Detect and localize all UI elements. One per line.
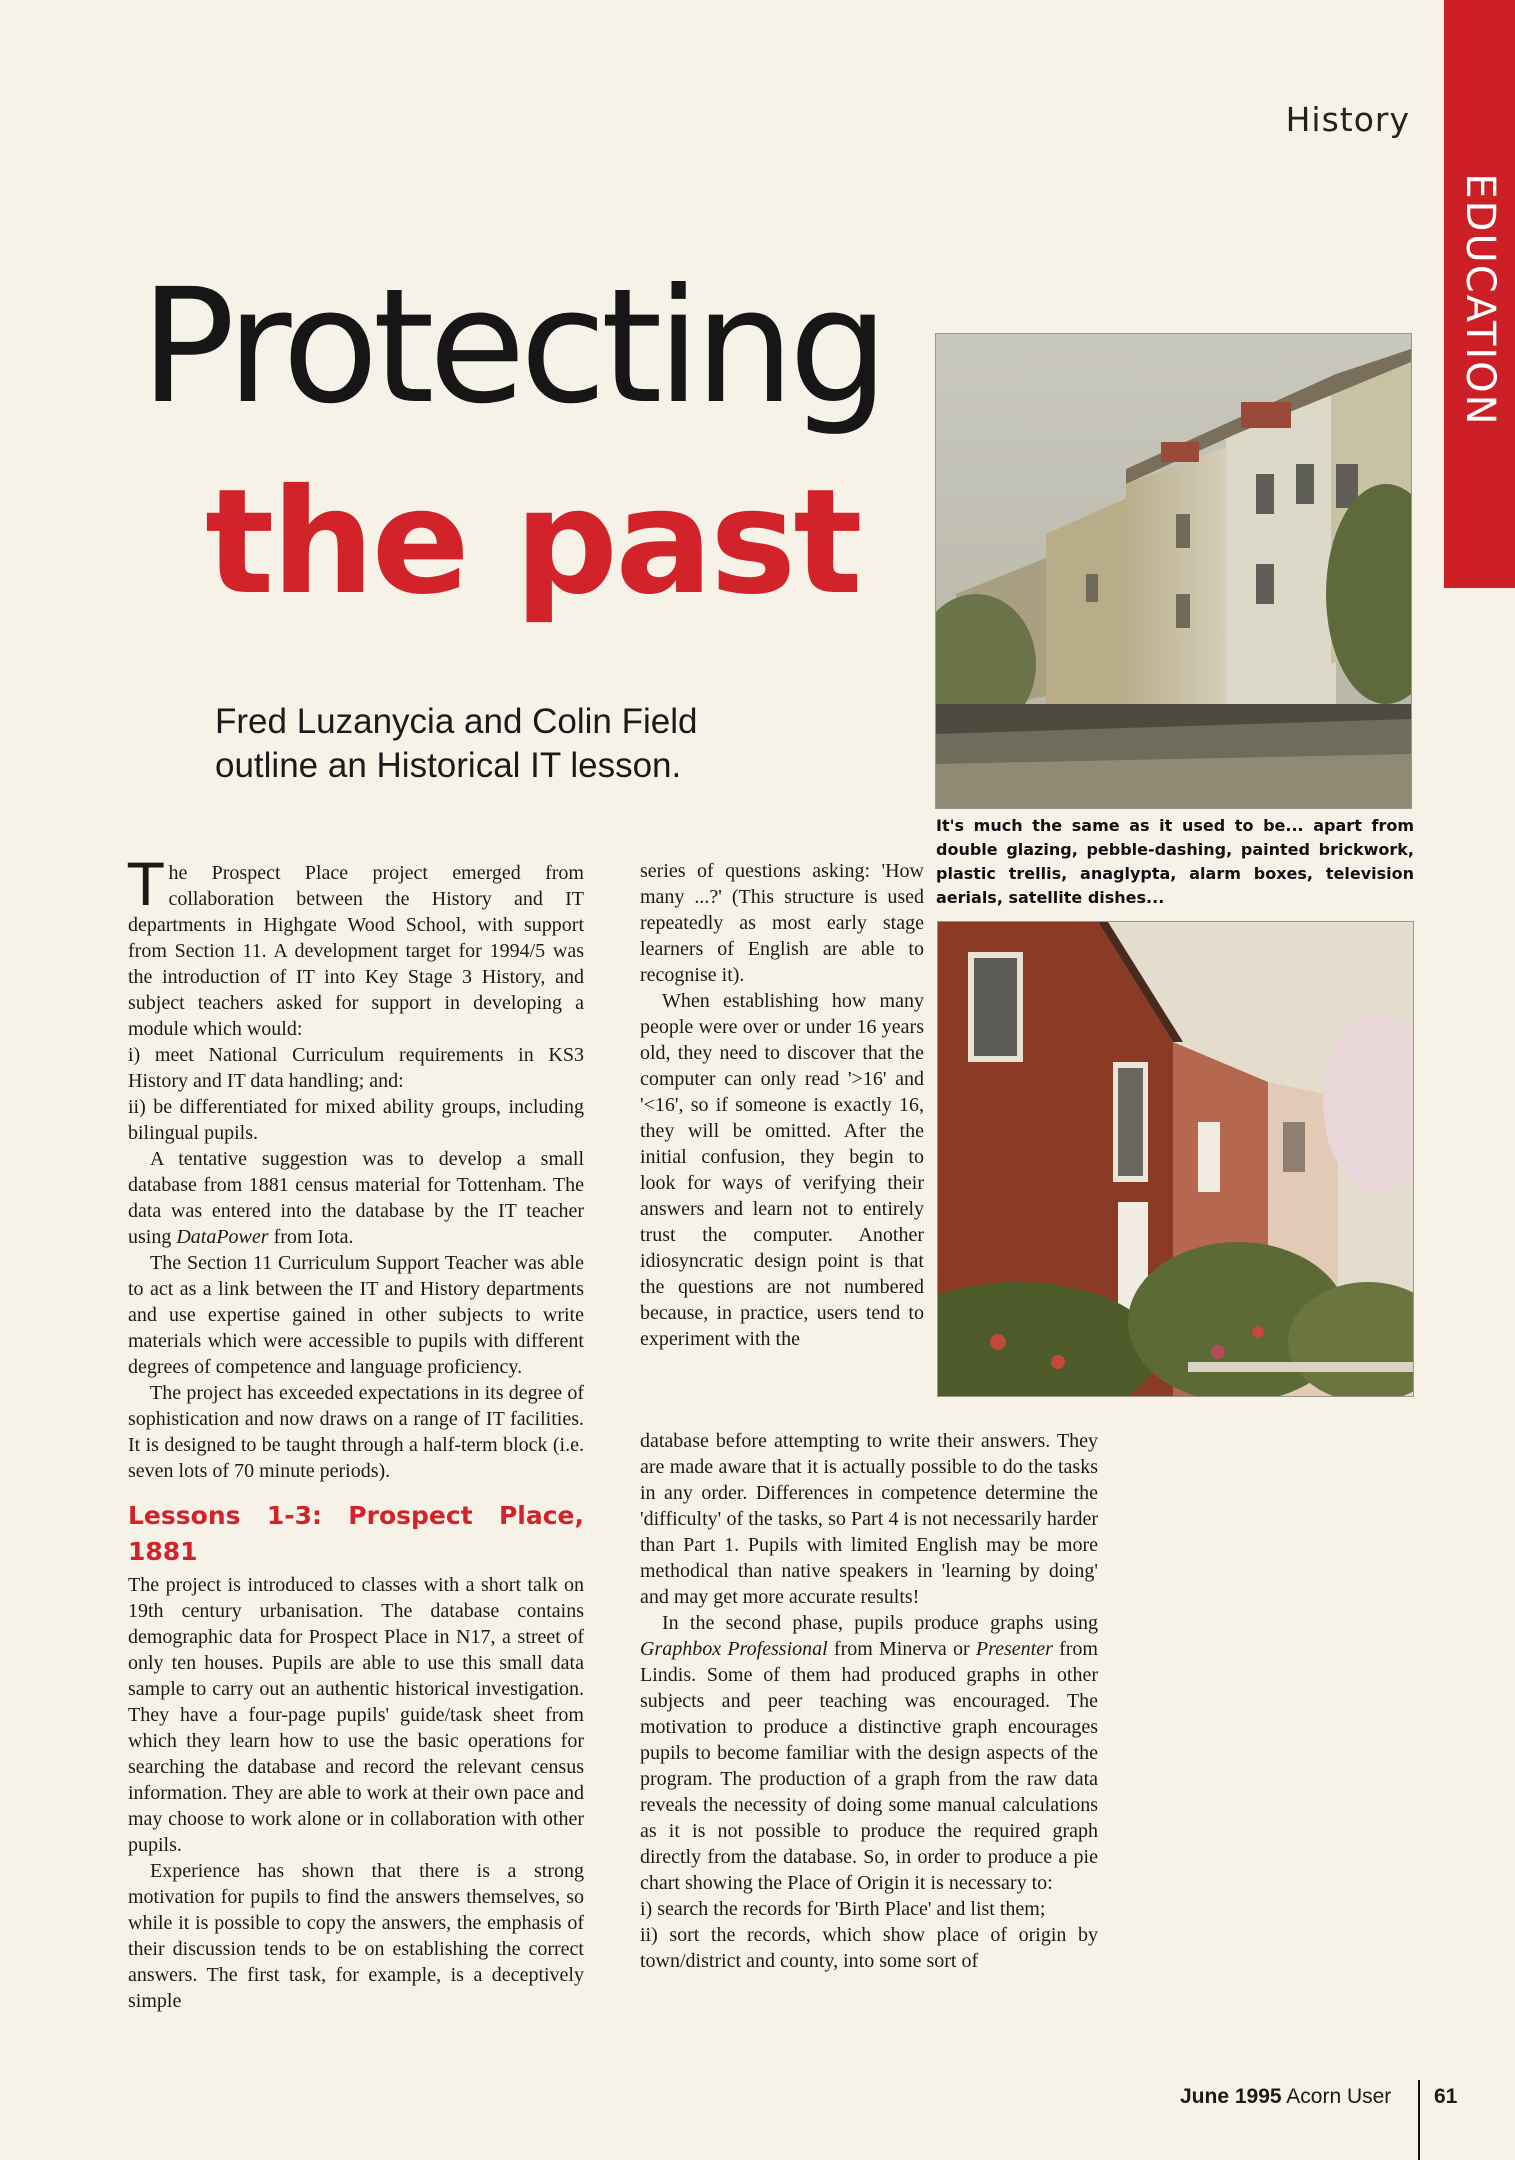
paragraph: The project has exceeded expectations in its degree of sophistication and now draws on a range of IT facilities. It is designed to be taught through a half-term block (i.e. seven lots of 70 minute periods). [128, 1382, 584, 1482]
paragraph: When establishing how many people were over or under 16 years old, they need to discover that the computer can only read '>16' and '<16', so if someone is exactly 16, they will be omitted. After the initial confusion, they begin to look for ways of verifying their answers and learn not to entirely trust the computer. Another idiosyncratic design point is that the questions are not numbered because, in practice, users tend to experiment with the [640, 990, 924, 1350]
photo-caption: It's much the same as it used to be... apart from double glazing, pebble-dashing, painted brickwork, plastic trellis, anaglypta, alarm boxes, television aerials, satellite dishes... [936, 816, 1414, 907]
paragraph: In the second phase, pupils produce graphs using Graphbox Professional from Minerva or Presenter from Lindis. Some of them had produced graphs in other subjects and peer teaching was encouraged. The motivation to produce a distinctive graph encourages pupils to become familiar with the design aspects of the program. The production of a graph from the raw data reveals the necessity of doing some manual calculations as it is not possible to produce the required graph directly from the database. So, in order to produce a pie chart showing the Place of Origin it is necessary to: [640, 1612, 1098, 1894]
page-number: 61 [1434, 2085, 1458, 2108]
terrace-houses-photo [935, 333, 1412, 809]
paragraph: A tentative suggestion was to develop a small database from 1881 census material for Tottenham. The data was entered into the database by the IT teacher using DataPower from Iota. [128, 1148, 584, 1248]
article-column-2-narrow [640, 858, 924, 1352]
article-column-2-wide [640, 1428, 1098, 1974]
education-side-tab [1444, 0, 1515, 588]
section-label: History [1285, 100, 1410, 139]
list-item: i) search the records for 'Birth Place' and list them; [640, 1898, 1046, 1920]
paragraph: database before attempting to write their answers. They are made aware that it is actually possible to do the tasks in any order. Differences in competence determine the 'difficulty' of the tasks, so Part 4 is not necessarily harder than Part 1. Pupils with limited English may be more methodical than native speakers in 'learning by doing' and may get more accurate results! [640, 1430, 1098, 1608]
drop-cap: T [128, 851, 164, 919]
title-line-1: Protecting [140, 255, 883, 439]
magazine-name: Acorn User [1286, 2085, 1392, 2108]
footer-divider [1418, 2080, 1420, 2160]
paragraph: The project is introduced to classes with a short talk on 19th century urbanisation. The database contains demographic data for Prospect Place in N17, a street of only ten houses. Pupils are able to use this small data sample to carry out an authentic historical investigation. They have a four-page pupils' guide/task sheet from which they learn how to use the basic operations for searching the database and record the relevant census information. They are able to work at their own pace and may choose to work alone or in collaboration with other pupils. [128, 1574, 584, 1856]
byline: Fred Luzanycia and Colin Field outline an Historical IT lesson. [215, 702, 698, 785]
subheading-lessons: Lessons 1-3: Prospect Place, 1881 [128, 1501, 584, 1566]
issue-date: June 1995 [1180, 2085, 1282, 2108]
paragraph: Experience has shown that there is a strong motivation for pupils to find the answers themselves, so while it is possible to copy the answers, the emphasis of their discussion tends to be on establishing the correct answers. The first task, for example, is a deceptively simple [128, 1860, 584, 2012]
paragraph: series of questions asking: 'How many ...?' (This structure is used repeatedly as most early stage learners of English are able to recognise it). [640, 860, 924, 986]
article-column-1 [128, 851, 584, 2014]
side-tab-label: EDUCATION [1456, 173, 1503, 427]
paragraph: The Section 11 Curriculum Support Teacher was able to act as a link between the IT and History departments and use expertise gained in other subjects to write materials which were accessible to pupils with different degrees of competence and language proficiency. [128, 1252, 584, 1378]
list-item: ii) sort the records, which show place of origin by town/district and county, into some sort of [640, 1924, 1098, 1972]
intro-paragraph: The Prospect Place project emerged from collaboration between the History and IT departments in Highgate Wood School, with support from Section 11. A development target for 1994/5 was the introduction of IT into Key Stage 3 History, and subject teachers asked for support in developing a module which would: [128, 851, 584, 1040]
title-line-2: the past [205, 458, 860, 627]
brick-houses-photo [937, 921, 1414, 1397]
list-item: ii) be differentiated for mixed ability groups, including bilingual pupils. [128, 1096, 584, 1144]
list-item: i) meet National Curriculum requirements in KS3 History and IT data handling; and: [128, 1044, 584, 1092]
